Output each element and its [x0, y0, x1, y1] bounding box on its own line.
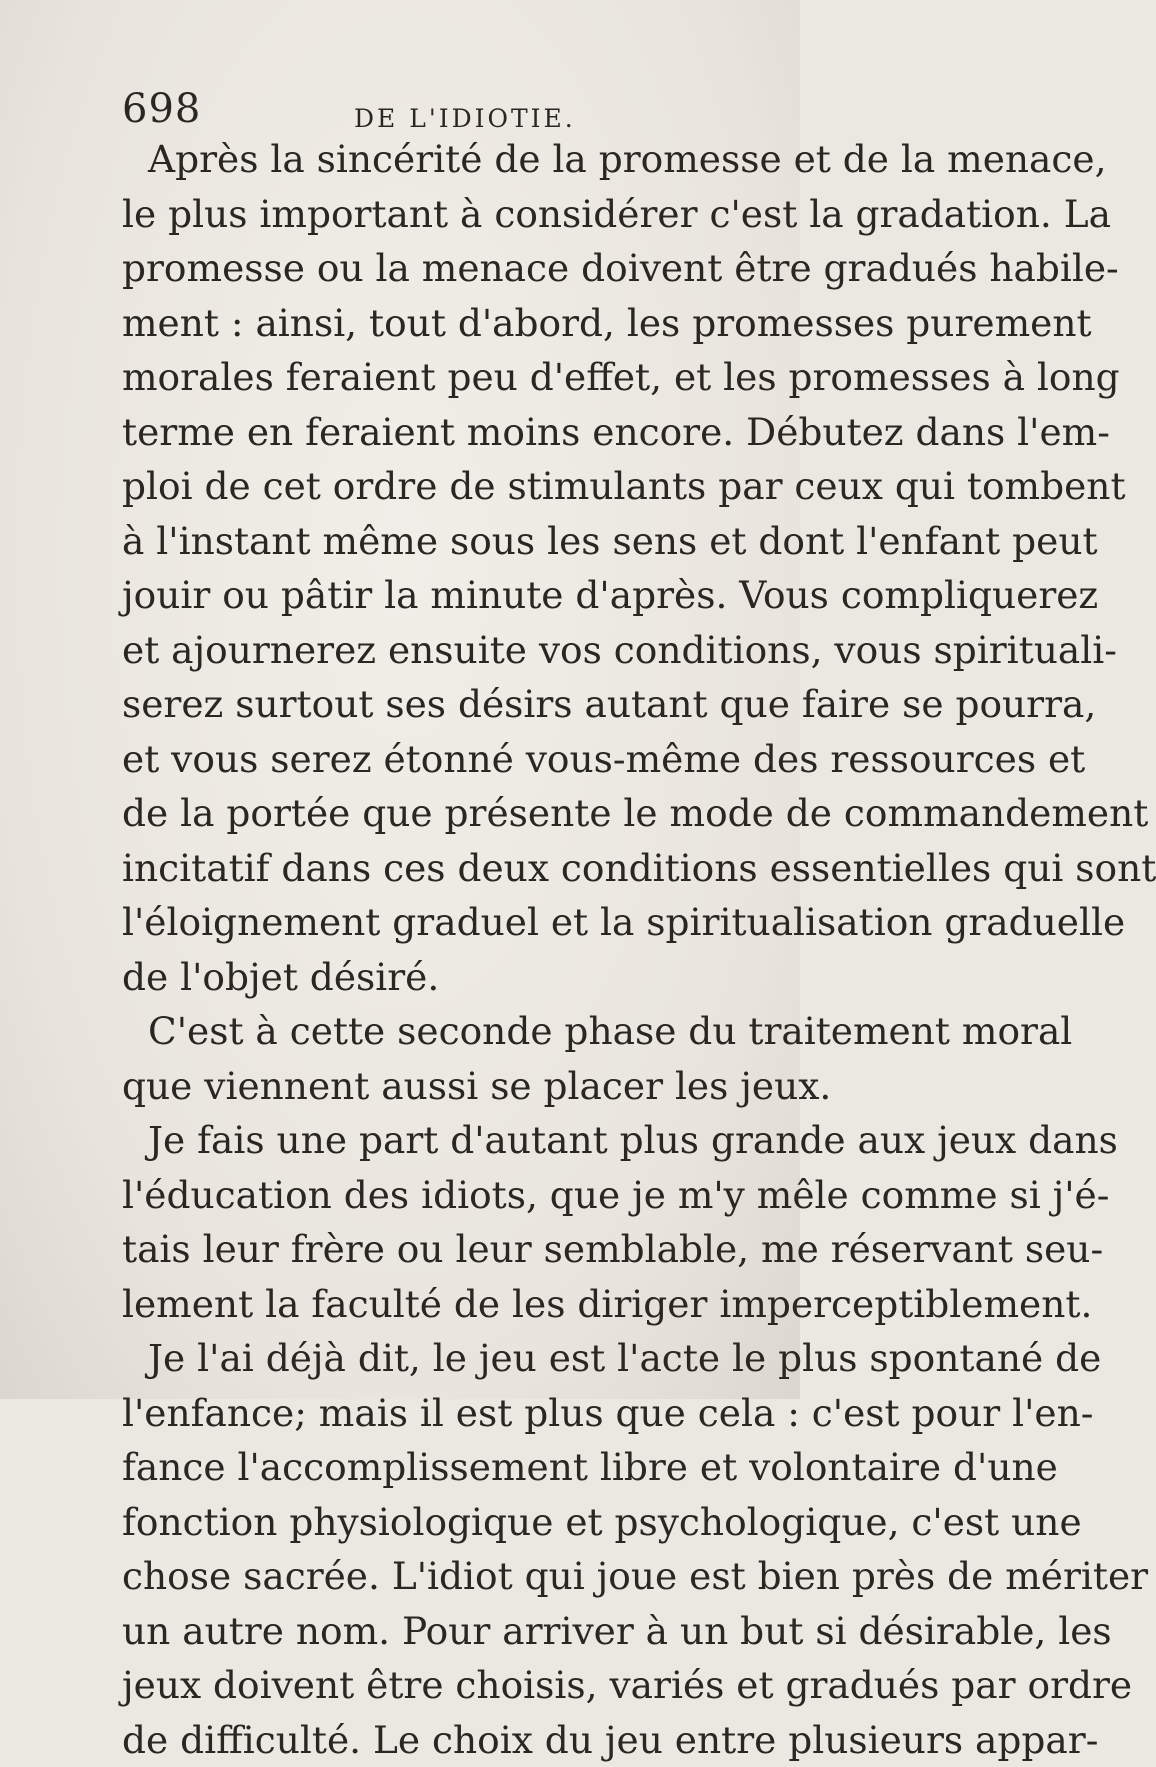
- body-text: [122, 132, 690, 1767]
- text-line: de l'objet désiré.: [122, 950, 690, 1005]
- text-line: fonction physiologique et psychologique, c'est une: [122, 1495, 690, 1550]
- text-line: un autre nom. Pour arriver à un but si désirable, les: [122, 1604, 690, 1659]
- text-line: ment : ainsi, tout d'abord, les promesses purement: [122, 296, 690, 351]
- text-line: à l'instant même sous les sens et dont l'enfant peut: [122, 514, 690, 569]
- text-line: que viennent aussi se placer les jeux.: [122, 1059, 690, 1114]
- text-line: jeux doivent être choisis, variés et gradués par ordre: [122, 1658, 690, 1713]
- running-head: DE L'IDIOTIE.: [354, 104, 576, 133]
- text-line: de la portée que présente le mode de commandement: [122, 786, 690, 841]
- text-line: Je fais une part d'autant plus grande aux jeux dans: [122, 1113, 690, 1168]
- text-line: terme en feraient moins encore. Débutez dans l'em-: [122, 405, 690, 460]
- text-line: morales feraient peu d'effet, et les promesses à long: [122, 350, 690, 405]
- text-line: lement la faculté de les diriger imperceptiblement.: [122, 1277, 690, 1332]
- text-line: serez surtout ses désirs autant que faire se pourra,: [122, 677, 690, 732]
- text-line: promesse ou la menace doivent être gradués habile-: [122, 241, 690, 296]
- text-line: fance l'accomplissement libre et volontaire d'une: [122, 1440, 690, 1495]
- text-line: incitatif dans ces deux conditions essentielles qui sont: [122, 841, 690, 896]
- page-number: 698: [122, 86, 201, 132]
- text-line: ploi de cet ordre de stimulants par ceux qui tombent: [122, 459, 690, 514]
- text-line: l'éloignement graduel et la spiritualisation graduelle: [122, 895, 690, 950]
- text-line: jouir ou pâtir la minute d'après. Vous compliquerez: [122, 568, 690, 623]
- text-line: l'éducation des idiots, que je m'y mêle comme si j'é-: [122, 1168, 690, 1223]
- text-line: et vous serez étonné vous-même des ressources et: [122, 732, 690, 787]
- text-line: chose sacrée. L'idiot qui joue est bien près de mériter: [122, 1549, 690, 1604]
- text-line: l'enfance; mais il est plus que cela : c'est pour l'en-: [122, 1386, 690, 1441]
- text-line: de difficulté. Le choix du jeu entre plusieurs appar-: [122, 1713, 690, 1767]
- text-line: le plus important à considérer c'est la gradation. La: [122, 187, 690, 242]
- text-line: C'est à cette seconde phase du traitement moral: [122, 1004, 690, 1059]
- text-line: tais leur frère ou leur semblable, me réservant seu-: [122, 1222, 690, 1277]
- text-line: et ajournerez ensuite vos conditions, vous spirituali-: [122, 623, 690, 678]
- text-line: Je l'ai déjà dit, le jeu est l'acte le plus spontané de: [122, 1331, 690, 1386]
- text-line: Après la sincérité de la promesse et de la menace,: [122, 132, 690, 187]
